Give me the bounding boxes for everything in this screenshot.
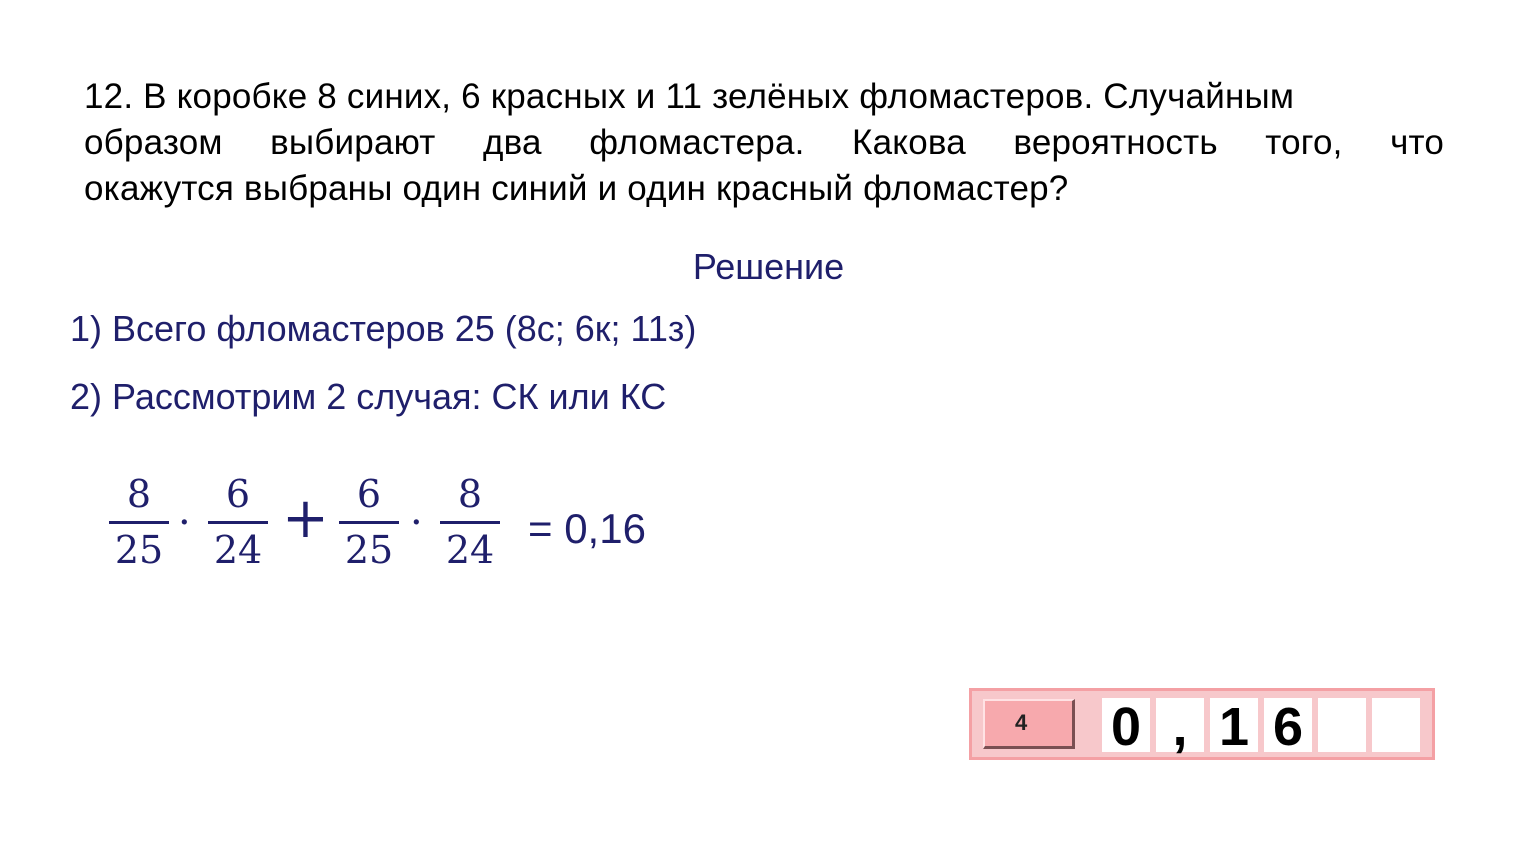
problem-word: того, — [1265, 123, 1343, 162]
problem-word: что — [1390, 123, 1444, 162]
answer-cell[interactable] — [1318, 698, 1366, 752]
solution-step-1: 1) Всего фломастеров 25 (8с; 6к; 11з) — [70, 308, 697, 349]
denominator: 24 — [213, 528, 263, 572]
problem-line-1: 12. В коробке 8 синих, 6 красных и 11 зелёных фломастеров. Случайным — [84, 77, 1295, 116]
denominator: 24 — [445, 528, 495, 572]
problem-word: выбирают — [270, 123, 436, 162]
problem-line-3: окажутся выбраны один синий и один красный фломастер? — [84, 169, 1069, 208]
solution-heading — [0, 246, 1533, 288]
fraction-bar — [109, 521, 169, 524]
answer-cell[interactable]: , — [1156, 698, 1204, 752]
answer-cell[interactable]: 6 — [1264, 698, 1312, 752]
multiply-dot: · — [178, 500, 191, 546]
task-number-button[interactable]: 4 — [983, 699, 1075, 749]
problem-word: образом — [84, 123, 223, 162]
formula-result: = 0,16 — [528, 505, 646, 552]
problem-word: фломастера. — [589, 123, 805, 162]
denominator: 25 — [344, 528, 394, 572]
fraction-bar — [208, 521, 268, 524]
problem-text — [84, 74, 1444, 212]
problem-word: вероятность — [1013, 123, 1218, 162]
numerator: 6 — [356, 472, 382, 516]
answer-cell[interactable] — [1372, 698, 1420, 752]
problem-line-2 — [84, 120, 1444, 166]
solution-step-2: 2) Рассмотрим 2 случая: СК или КС — [70, 376, 667, 417]
answer-cell[interactable]: 1 — [1210, 698, 1258, 752]
answer-cell[interactable]: 0 — [1102, 698, 1150, 752]
problem-word: Какова — [852, 123, 966, 162]
plus-sign: + — [282, 486, 329, 551]
denominator: 25 — [114, 528, 164, 572]
numerator: 8 — [457, 472, 483, 516]
fraction-bar — [339, 521, 399, 524]
numerator: 6 — [225, 472, 251, 516]
problem-word: два — [483, 123, 542, 162]
fraction-bar — [440, 521, 500, 524]
answer-box — [969, 688, 1435, 760]
multiply-dot: · — [410, 500, 423, 546]
numerator: 8 — [126, 472, 152, 516]
solution-heading-text: Решение — [692, 246, 845, 287]
